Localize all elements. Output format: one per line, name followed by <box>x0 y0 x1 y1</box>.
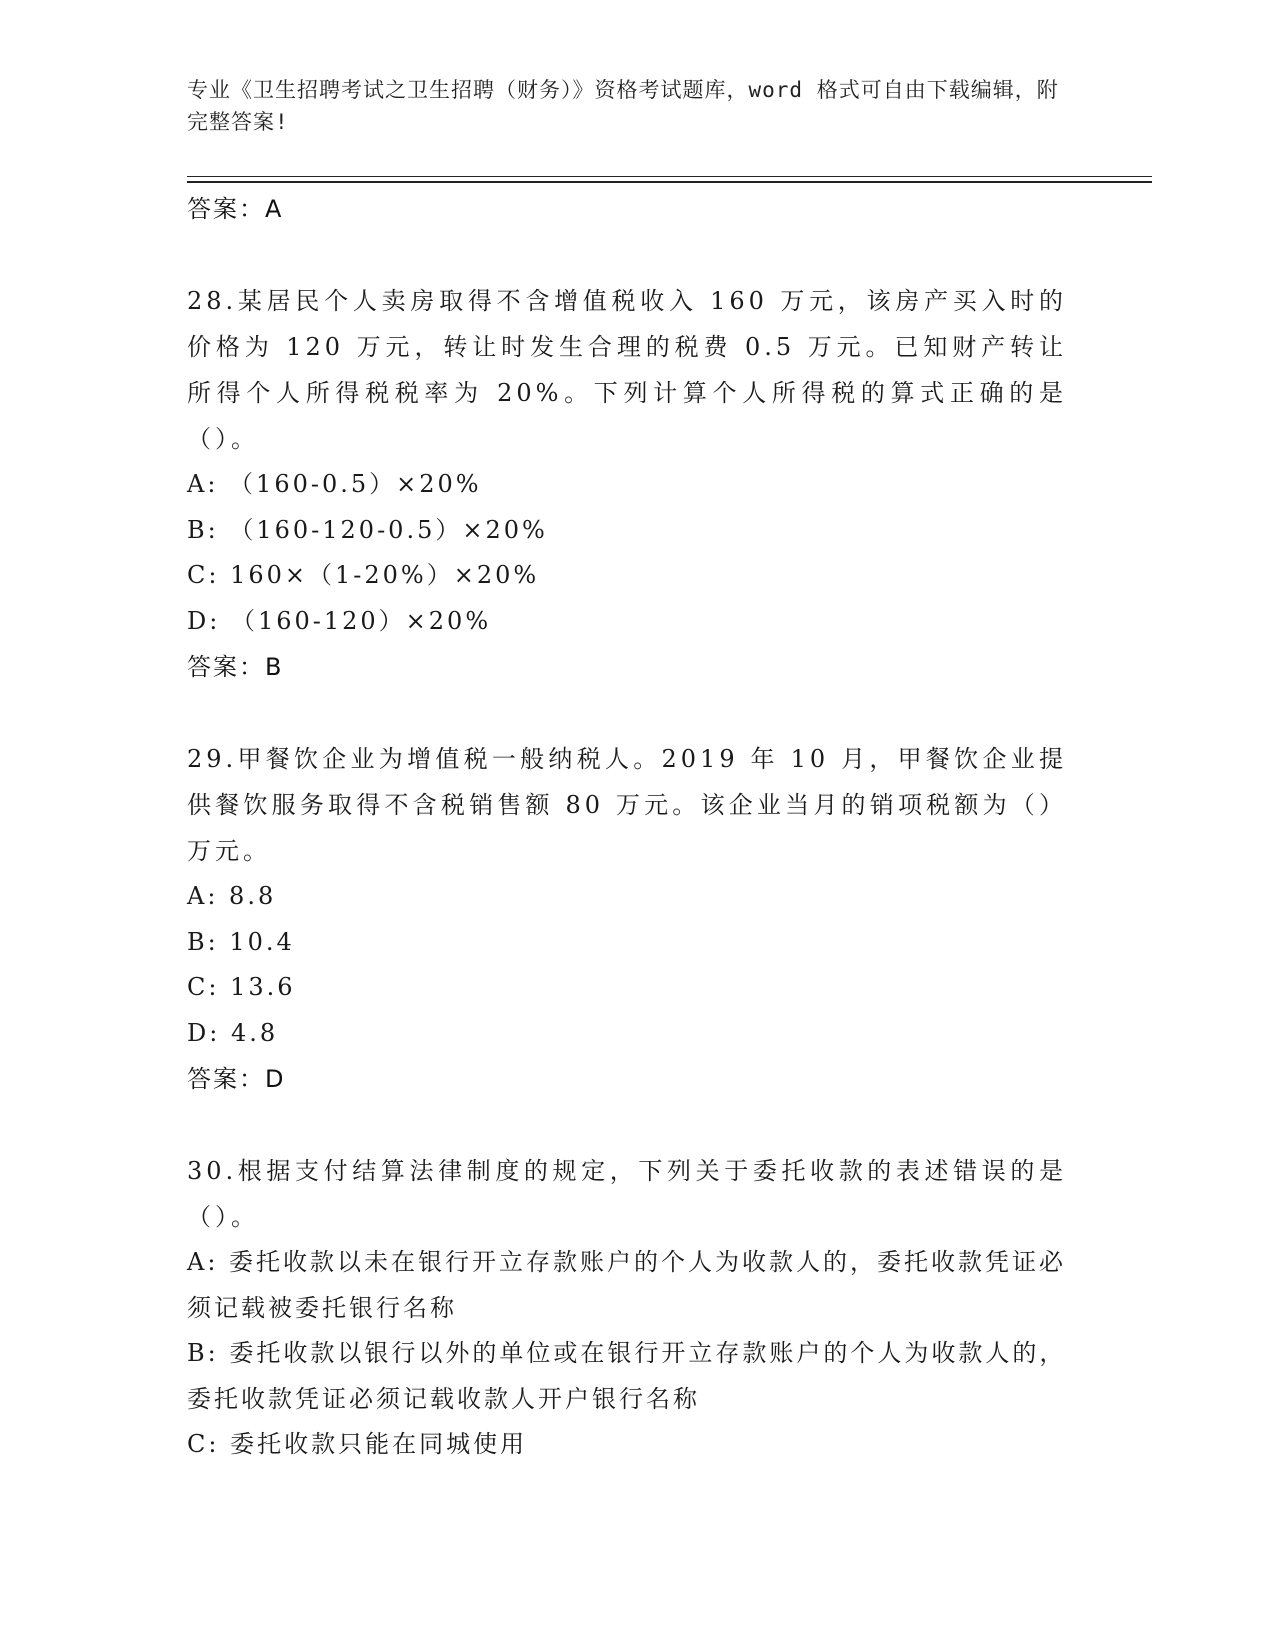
option-d: D: 4.8 <box>187 1018 279 1047</box>
question-30 <box>187 1148 1067 1468</box>
answer-28: 答案：B <box>187 653 284 681</box>
option-b: B: 委托收款以银行以外的单位或在银行开立存款账户的个人为收款人的，委托收款凭证必须记载收款人开户银行名称 <box>187 1339 1067 1413</box>
question-stem: 30.根据支付结算法律制度的规定，下列关于委托收款的表述错误的是（）。 <box>187 1157 1067 1231</box>
page-header: 专业《卫生招聘考试之卫生招聘（财务）》资格考试题库，word 格式可自由下载编辑，附完整答案! <box>187 78 1059 134</box>
answer-29: 答案：D <box>187 1065 286 1093</box>
option-a: A: 8.8 <box>187 882 277 910</box>
question-28 <box>187 278 1067 690</box>
option-b: B: 10.4 <box>187 927 295 956</box>
option-c: C: 160×（1-20%）×20% <box>187 561 540 589</box>
header-divider <box>187 176 1152 177</box>
option-a: A: （160-0.5）×20% <box>187 470 482 498</box>
option-a: A: 委托收款以未在银行开立存款账户的个人为收款人的，委托收款凭证必须记载被委托银行名称 <box>187 1248 1067 1322</box>
header-divider-thick <box>187 181 1152 183</box>
question-stem: 29.甲餐饮企业为增值税一般纳税人。2019 年 10 月，甲餐饮企业提供餐饮服务取得不含税销售额 80 万元。该企业当月的销项税额为（）万元。 <box>187 745 1067 865</box>
option-c: C: 委托收款只能在同城使用 <box>187 1430 528 1458</box>
document-body <box>187 186 1067 1468</box>
answer-previous: 答案：A <box>187 195 284 223</box>
option-d: D: （160-120）×20% <box>187 606 492 635</box>
option-b: B: （160-120-0.5）×20% <box>187 515 548 544</box>
question-stem: 28.某居民个人卖房取得不含增值税收入 160 万元，该房产买入时的价格为 120 万元，转让时发生合理的税费 0.5 万元。已知财产转让所得个人所得税税率为 20%。下列计算个人所得税的算式正确的是（）。 <box>187 287 1067 453</box>
question-29 <box>187 736 1067 1102</box>
option-c: C: 13.6 <box>187 973 296 1001</box>
